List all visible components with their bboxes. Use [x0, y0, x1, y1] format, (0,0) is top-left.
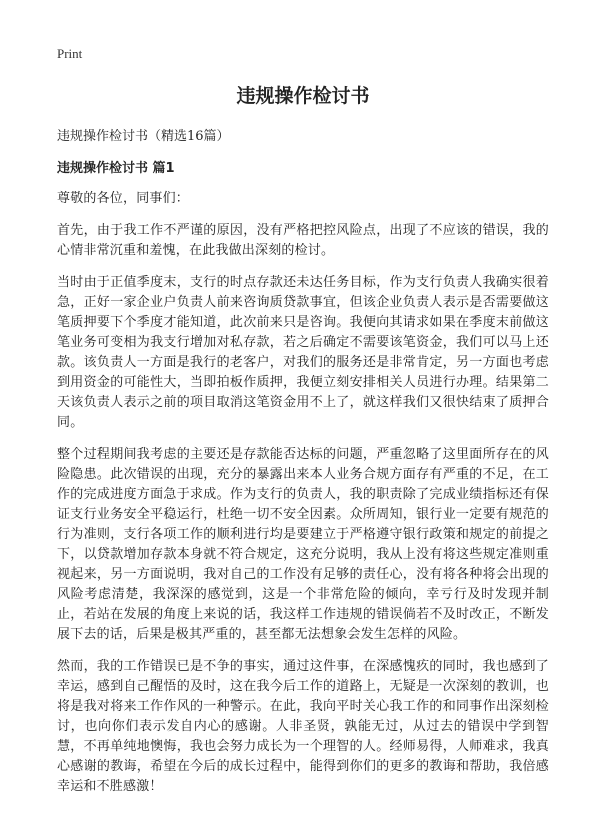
- paragraph-4: 然而，我的工作错误已是不争的事实，通过这件事，在深感愧疚的同时，我也感到了幸运，感到自己醒悟的及时，这在我今后工作的道路上，无疑是一次深刻的教训，也将是我对将来工作作风的一种警示。在此，我向平时关心我工作的和同事作出深刻检讨，也向你们表示发自内心的感谢。人非圣贤，孰能无过，从过去的错误中学到智慧，不再单纯地懊悔，我也会努力成长为一个理智的人。经师易得，人师难求，我真心感谢的教诲，希望在今后的成长过程中，能得到你们的更多的教诲和帮助，我倍感幸运和不胜感激！: [57, 659, 549, 794]
- paragraph-1: 首先，由于我工作不严谨的原因，没有严格把控风险点，出现了不应该的错误，我的心情非常沉重和羞愧，在此我做出深刻的检讨。: [57, 223, 549, 258]
- document-page: [57, 74, 549, 797]
- print-link[interactable]: Print: [57, 46, 83, 61]
- paragraph-3: 整个过程期间我考虑的主要还是存款能否达标的问题，严重忽略了这里面所存在的风险隐患。此次错误的出现，充分的暴露出来本人业务合规方面存有严重的不足，在工作的完成进度方面急于求成。作为支行的负责人，我的职责除了完成业绩指标还有保证支行业务安全平稳运行，杜绝一切不安全因素。众所周知，银行业一定要有规范的行为准则，支行各项工作的顺利进行均是要建立于严格遵守银行政策和规定的前提之下，以贷款增加存款本身就不符合规定，这充分说明，我从上没有将这些规定准则重视起来，另一方面说明，我对自己的工作没有足够的责任心，没有将各种将会出现的风险考虑清楚，我深深的感觉到，这是一个非常危险的倾向，幸亏行及时发现并制止，若站在发展的角度上来说的话，我这样工作违规的错误倘若不及时改正，不断发展下去的话，后果是极其严重的，甚至都无法想象会发生怎样的风险。: [57, 447, 549, 642]
- page-title: 违规操作检讨书: [236, 85, 370, 107]
- salutation: 尊敬的各位，同事们：: [57, 191, 190, 206]
- section-heading: 违规操作检讨书 篇1: [57, 161, 175, 176]
- paragraph-2: 当时由于正值季度末，支行的时点存款还未达任务目标，作为支行负责人我确实很着急，正好一家企业户负责人前来咨询质贷款事宜，但该企业负责人表示是否需要做这笔质押要下个季度才能知道，此次前来只是咨询。我便向其请求如果在季度末前做这笔业务可变相为我支行增加对私存款，若之后确定不需要该笔资金，我们可以马上还款。该负责人一方面是我行的老客户，对我们的服务还是非常肯定，另一方面也考虑到用资金的可能性大，当即拍板作质押，我便立刻安排相关人员进行办理。结果第二天该负责人表示之前的项目取消这笔资金用不上了，就这样我们又很快结束了质押合同。: [57, 275, 549, 430]
- document-subtitle: 违规操作检讨书（精选16篇）: [57, 129, 230, 144]
